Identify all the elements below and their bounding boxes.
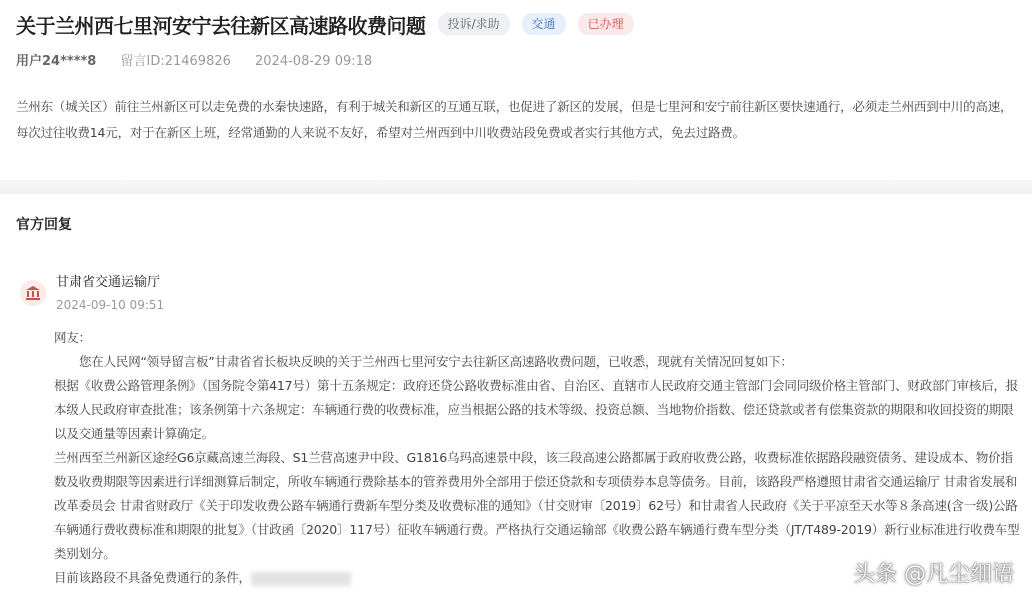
official-reply-heading: 官方回复 xyxy=(16,217,72,233)
reply-paragraph: 根据《收费公路管理条例》（国务院令第417号）第十五条规定：政府还贷公路收费标准由省、自治区、直辖市人民政府交通主管部门会同同级价格主管部门、财政部门审核后，报本级人民政府审查批准；该条例第十六条规定：车辆通行费的收费标准，应当根据公路的技术等级、投资总额、当地物价指数、偿还贷款或者有偿集资款的期限和收回投资的期限以及交通量等因素计算确定。 xyxy=(54,378,1019,441)
username: 用户24****8 xyxy=(16,54,97,69)
domain-tag[interactable]: 交通 xyxy=(522,13,566,35)
message-meta xyxy=(16,50,392,69)
section-divider xyxy=(0,180,1032,194)
reply-paragraph-text: 目前该路段不具备免费通行的条件， xyxy=(54,570,251,585)
page-header xyxy=(16,8,1032,40)
category-tag[interactable]: 投诉/求助 xyxy=(438,13,510,35)
message-content: 兰州东（城关区）前往兰州新区可以走免费的水秦快速路，有利于城关和新区的互通互联，也促进了新区的发展，但是七里河和安宁前往新区要快速通行，必须走兰州西到中川的高速，每次过往收费14元，对于在新区上班，经常通勤的人来说不友好，希望对兰州西到中川收费站段免费或者实行其他方式，免去过路费。 xyxy=(16,99,1013,140)
official-reply-content xyxy=(54,326,1020,590)
obscured-text xyxy=(251,572,351,586)
message-time: 2024-08-29 09:18 xyxy=(255,54,373,69)
reply-org-header xyxy=(20,274,164,314)
watermark: 头条 @凡尘细语 xyxy=(853,562,1014,587)
reply-time: 2024-09-10 09:51 xyxy=(56,298,165,312)
status-badge: 已办理 xyxy=(578,13,634,35)
reply-paragraph: 您在人民网“领导留言板”甘肃省省长板块反映的关于兰州西七里河安宁去往新区高速路收费问题，已收悉，现就有关情况回复如下： xyxy=(79,354,793,369)
org-name: 甘肃省交通运输厅 xyxy=(56,275,161,290)
message-id: 留言ID:21469826 xyxy=(120,54,231,69)
reply-greeting: 网友： xyxy=(54,330,91,345)
reply-paragraph: 兰州西至兰州新区途经G6京藏高速兰海段、S1兰营高速尹中段、G1816乌玛高速景中段，该三段高速公路都属于政府收费公路，收费标准依据路段融资债务、建设成本、物价指数及收费期限等因素进行详细测算后制定，所收车辆通行费除基本的管养费用外全部用于偿还贷款和专项债券本息等债务。目前，该路段严格遵照甘肃省交通运输厅 甘肃省发展和改革委员会 甘肃省财政厅《关于印发收费公路车辆通行费新车型分类及收费标准的通知》（甘交财审〔2019〕62号）和甘肃省人民政府《关于平凉至天水等８条高速(含一级)公路车辆通行费收费标准和期限的批复》（甘政函〔2020〕117号）征收车辆通行费。严格执行交通运输部《收费公路车辆通行费车型分类（JT/T489-2019）新行业标准进行收费车型类别划分。 xyxy=(54,450,1020,561)
government-building-icon xyxy=(20,280,46,306)
page-title: 关于兰州西七里河安宁去往新区高速路收费问题 xyxy=(16,13,426,38)
